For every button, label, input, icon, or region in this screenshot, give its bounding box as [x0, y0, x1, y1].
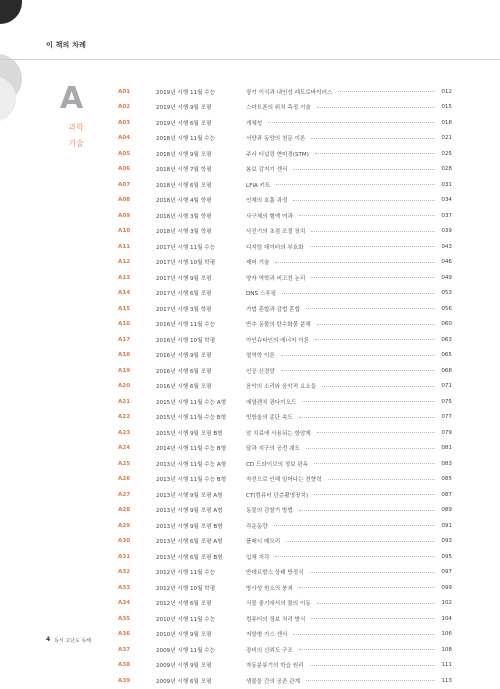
toc-code: A08 [118, 197, 131, 204]
toc-page: 113 [441, 677, 452, 684]
toc-title: 아인슈타인의 에너지 이론 [246, 337, 309, 344]
toc-code: A30 [118, 538, 131, 545]
toc-code: A17 [118, 336, 131, 343]
section-letter: A [60, 81, 84, 116]
toc-title: 반데르발스 상태 방정식 [246, 570, 304, 577]
toc-exam: 2015년 시행 11월 수능 B형 [156, 415, 227, 422]
toc-exam: 2013년 시행 9월 모평 A형 [156, 492, 223, 499]
toc-page: 043 [441, 243, 452, 250]
toc-code: A11 [118, 243, 131, 250]
toc-page: 102 [441, 600, 452, 607]
toc-exam: 2018년 시행 6월 모평 [156, 182, 212, 189]
toc-page: 087 [441, 491, 452, 498]
toc-exam: 2019년 시행 9월 모평 [156, 105, 212, 112]
toc-title: 예열렌치 광다이오드 [246, 399, 297, 406]
toc-row[interactable] [118, 162, 452, 178]
toc-row[interactable] [118, 301, 452, 317]
toc-exam: 2012년 시행 11월 수능 [156, 570, 216, 577]
toc-exam: 2016년 시행 6월 모평 [156, 384, 212, 391]
toc-leader [299, 417, 435, 418]
toc-title: CD 드라이브의 정보 판독 [246, 461, 309, 468]
toc-exam: 2013년 시행 11월 수능 B형 [156, 477, 227, 484]
toc-page: 063 [441, 336, 452, 343]
toc-title: 제어 기술 [246, 260, 270, 267]
toc-leader [306, 680, 435, 681]
toc-row[interactable] [118, 565, 452, 581]
toc-row[interactable] [118, 596, 452, 612]
toc-leader [274, 525, 435, 526]
toc-row[interactable] [118, 673, 452, 689]
toc-title: 컴퓨터의 정보 처리 방식 [246, 616, 306, 623]
toc-title: 장기 이식과 내인성 레트로바이러스 [246, 89, 333, 96]
toc-title: 빗방울의 종단 속도 [246, 415, 293, 422]
toc-title: 스마트폰의 위치 측정 기술 [246, 105, 311, 112]
toc-row[interactable] [118, 208, 452, 224]
toc-page: 037 [441, 212, 452, 219]
toc-code: A20 [118, 383, 131, 390]
toc-code: A33 [118, 584, 131, 591]
toc-leader [311, 277, 435, 278]
toc-code: A21 [118, 398, 131, 405]
toc-page: 083 [441, 460, 452, 467]
toc-exam: 2009년 시행 6월 모평 [156, 678, 212, 685]
toc-code: A18 [118, 352, 131, 359]
footer-page-number: 4 [46, 636, 51, 643]
toc-title: DNS 스푸핑 [246, 291, 277, 298]
toc-code: A39 [118, 677, 131, 684]
toc-page: 081 [441, 445, 452, 452]
toc-page: 104 [441, 615, 452, 622]
toc-leader [299, 587, 435, 588]
toc-code: A03 [118, 119, 131, 126]
page-title: 이 책의 차례 [46, 41, 87, 49]
toc-code: A24 [118, 445, 131, 452]
toc-row[interactable] [118, 503, 452, 519]
toc-row[interactable] [118, 627, 452, 643]
table-of-contents [118, 84, 452, 689]
toc-exam: 2013년 시행 11월 수능 A형 [156, 461, 227, 468]
toc-exam: 2013년 시행 6월 모평 A형 [156, 539, 223, 546]
toc-row[interactable] [118, 193, 452, 209]
toc-code: A14 [118, 290, 131, 297]
toc-row[interactable] [118, 456, 452, 472]
toc-row[interactable] [118, 394, 452, 410]
toc-exam: 2018년 시행 3월 학평 [156, 229, 212, 236]
toc-leader [302, 401, 435, 402]
toc-title: 플래시 메모리 [246, 539, 281, 546]
toc-title: 식물 줄기에서의 물의 이동 [246, 601, 311, 608]
toc-row[interactable] [118, 224, 452, 240]
toc-title: 방사성 원소의 붕괴 [246, 585, 293, 592]
toc-title: 생물들 간의 공존 관계 [246, 678, 300, 685]
toc-title: 사구체의 혈액 여과 [246, 213, 293, 220]
toc-title: 사진기의 초점 조절 장치 [246, 229, 306, 236]
toc-page: 093 [441, 538, 452, 545]
toc-exam: 2012년 시행 10월 학평 [156, 585, 216, 592]
toc-row[interactable] [118, 239, 452, 255]
toc-page: 099 [441, 584, 452, 591]
toc-leader [268, 122, 435, 123]
toc-row[interactable] [118, 255, 452, 271]
toc-title: 자전으로 인해 일어나는 전향력 [246, 477, 322, 484]
toc-leader [299, 215, 435, 216]
toc-row[interactable] [118, 115, 452, 131]
toc-page: 018 [441, 119, 452, 126]
toc-leader [311, 231, 435, 232]
toc-leader [317, 107, 435, 108]
toc-leader [293, 169, 435, 170]
toc-leader [276, 184, 435, 185]
toc-title: 저항형 가스 센서 [246, 632, 288, 639]
toc-code: A05 [118, 150, 131, 157]
toc-title: CT(컴퓨터 단층촬영장치) [246, 492, 309, 499]
toc-code: A31 [118, 553, 131, 560]
toc-exam: 2016년 시행 11월 수능 [156, 322, 216, 329]
toc-page: 089 [441, 507, 452, 514]
toc-title: 개체성 [246, 120, 263, 127]
toc-row[interactable] [118, 379, 452, 395]
toc-title: 동물의 감찰기 방법 [246, 508, 293, 515]
toc-title: LFIA 키트 [246, 182, 271, 189]
toc-leader [306, 308, 435, 309]
toc-exam: 2016년 시행 10월 학평 [156, 337, 216, 344]
toc-code: A16 [118, 321, 131, 328]
toc-page: 077 [441, 414, 452, 421]
toc-page: 079 [441, 429, 452, 436]
toc-page: 012 [441, 88, 452, 95]
toc-leader [310, 246, 435, 247]
decorative-circle-dark [0, 0, 22, 24]
toc-leader [317, 432, 435, 433]
toc-page: 025 [441, 150, 452, 157]
toc-leader [317, 324, 435, 325]
toc-exam: 2018년 시행 11월 수능 [156, 136, 216, 143]
toc-title: 양자 역학과 비고전 논리 [246, 275, 306, 282]
toc-code: A36 [118, 631, 131, 638]
toc-code: A01 [118, 88, 131, 95]
toc-exam: 2009년 시행 11월 수능 [156, 647, 216, 654]
toc-row[interactable] [118, 518, 452, 534]
toc-page: 056 [441, 305, 452, 312]
toc-exam: 2019년 시행 11월 수능 [156, 89, 216, 96]
toc-exam: 2013년 시행 6월 모평 B형 [156, 554, 223, 561]
toc-exam: 2014년 시행 11월 수능 B형 [156, 446, 227, 453]
toc-code: A02 [118, 104, 131, 111]
toc-title: 봄보 감지기 센서 [246, 167, 288, 174]
toc-title: 디지털 데이터의 부호화 [246, 244, 304, 251]
toc-leader [317, 603, 435, 604]
toc-row[interactable] [118, 611, 452, 627]
toc-page: 075 [441, 398, 452, 405]
toc-row[interactable] [118, 146, 452, 162]
toc-exam: 2013년 시행 9월 모평 A형 [156, 508, 223, 515]
toc-row[interactable] [118, 317, 452, 333]
toc-code: A13 [118, 274, 131, 281]
toc-page: 071 [441, 383, 452, 390]
toc-leader [338, 91, 435, 92]
toc-row[interactable] [118, 441, 452, 457]
toc-title: 가법 혼합과 감법 혼합 [246, 306, 300, 313]
toc-exam: 2010년 시행 11월 수능 [156, 616, 216, 623]
toc-leader [281, 370, 435, 371]
toc-leader [299, 510, 435, 511]
toc-page: 085 [441, 476, 452, 483]
toc-leader [282, 293, 435, 294]
toc-row[interactable] [118, 177, 452, 193]
toc-page: 106 [441, 631, 452, 638]
toc-title: 인체의 호흡 과정 [246, 198, 288, 205]
toc-exam: 2018년 시행 9월 모평 [156, 151, 212, 158]
toc-code: A06 [118, 166, 131, 173]
toc-page: 111 [441, 662, 452, 669]
toc-leader [310, 665, 435, 666]
toc-title: 달과 지구의 공전 궤도 [246, 446, 300, 453]
toc-page: 097 [441, 569, 452, 576]
toc-title: 각운동량 [246, 523, 268, 530]
toc-exam: 2016년 시행 6월 모평 [156, 368, 212, 375]
toc-exam: 2017년 시행 10월 학평 [156, 260, 216, 267]
toc-title: 반추 동물의 탄수화물 분해 [246, 322, 311, 329]
toc-leader [286, 541, 435, 542]
toc-row[interactable] [118, 487, 452, 503]
footer-book-title: 독서 고난도 독해 [54, 638, 91, 644]
toc-row[interactable] [118, 363, 452, 379]
toc-page: 091 [441, 522, 452, 529]
toc-exam: 2017년 시행 3월 학평 [156, 306, 212, 313]
toc-code: A07 [118, 181, 131, 188]
toc-page: 053 [441, 290, 452, 297]
toc-row[interactable] [118, 270, 452, 286]
toc-row[interactable] [118, 549, 452, 565]
toc-leader [311, 618, 435, 619]
toc-page: 068 [441, 367, 452, 374]
toc-row[interactable] [118, 472, 452, 488]
section-subtitle [56, 120, 96, 152]
toc-leader [275, 262, 435, 263]
toc-page: 049 [441, 274, 452, 281]
toc-row[interactable] [118, 642, 452, 658]
toc-code: A26 [118, 476, 131, 483]
toc-row[interactable] [118, 580, 452, 596]
toc-leader [310, 572, 435, 573]
toc-page: 028 [441, 166, 452, 173]
toc-page: 039 [441, 228, 452, 235]
toc-exam: 2016년 시행 9월 모평 [156, 353, 212, 360]
toc-title: 자동분류기의 학습 원리 [246, 663, 304, 670]
toc-leader [299, 649, 435, 650]
toc-code: A19 [118, 367, 131, 374]
toc-code: A12 [118, 259, 131, 266]
toc-exam: 2018년 시행 4월 학평 [156, 198, 212, 205]
toc-code: A35 [118, 615, 131, 622]
toc-code: A23 [118, 429, 131, 436]
header-divider [0, 59, 500, 60]
toc-row[interactable] [118, 131, 452, 147]
toc-code: A15 [118, 305, 131, 312]
toc-code: A37 [118, 646, 131, 653]
toc-row[interactable] [118, 100, 452, 116]
toc-leader [293, 200, 435, 201]
toc-title: 장비의 신뢰도 구조 [246, 647, 293, 654]
toc-code: A38 [118, 662, 131, 669]
toc-row[interactable] [118, 348, 452, 364]
toc-page: 031 [441, 181, 452, 188]
toc-leader [314, 463, 435, 464]
toc-title: 주사 터널링 현미경(STM) [246, 151, 309, 158]
toc-row[interactable] [118, 425, 452, 441]
toc-leader [315, 153, 435, 154]
toc-exam: 2018년 시행 7월 학평 [156, 167, 212, 174]
toc-exam: 2017년 시행 9월 모평 [156, 275, 212, 282]
toc-leader [293, 634, 435, 635]
toc-exam: 2015년 시행 9월 모평 B형 [156, 430, 223, 437]
toc-title: 입체 지각 [246, 554, 270, 561]
toc-page: 065 [441, 352, 452, 359]
toc-exam: 2010년 시행 9월 모평 [156, 632, 212, 639]
toc-page: 095 [441, 553, 452, 560]
toc-row[interactable] [118, 286, 452, 302]
toc-code: A27 [118, 491, 131, 498]
toc-row[interactable] [118, 534, 452, 550]
toc-exam: 2015년 시행 11월 수능 A형 [156, 399, 227, 406]
toc-leader [322, 386, 435, 387]
toc-row[interactable] [118, 410, 452, 426]
section-subtitle-line2: 기술 [68, 139, 84, 148]
toc-exam: 2017년 시행 11월 수능 [156, 244, 216, 251]
toc-code: A22 [118, 414, 131, 421]
toc-row[interactable] [118, 84, 452, 100]
toc-code: A10 [118, 228, 131, 235]
toc-title: 서양과 동양의 천문 이론 [246, 136, 306, 143]
toc-code: A09 [118, 212, 131, 219]
toc-row[interactable] [118, 332, 452, 348]
toc-exam: 2018년 시행 3월 학평 [156, 213, 212, 220]
toc-exam: 2017년 시행 6월 모평 [156, 291, 212, 298]
toc-leader [328, 479, 435, 480]
toc-leader [315, 339, 435, 340]
toc-page: 021 [441, 135, 452, 142]
toc-exam: 2013년 시행 9월 모평 B형 [156, 523, 223, 530]
toc-page: 015 [441, 104, 452, 111]
toc-page: 034 [441, 197, 452, 204]
toc-page: 046 [441, 259, 452, 266]
toc-code: A29 [118, 522, 131, 529]
toc-leader [306, 448, 435, 449]
toc-title: 음악의 소리와 음악적 요소들 [246, 384, 317, 391]
toc-code: A04 [118, 135, 131, 142]
toc-code: A34 [118, 600, 131, 607]
toc-leader [281, 355, 435, 356]
toc-code: A28 [118, 507, 131, 514]
toc-leader [275, 556, 435, 557]
section-subtitle-line1: 과학 [68, 123, 84, 132]
toc-page: 060 [441, 321, 452, 328]
toc-code: A25 [118, 460, 131, 467]
toc-title: 암 치료에 사용되는 항암제 [246, 430, 311, 437]
toc-exam: 2012년 시행 6월 모평 [156, 601, 212, 608]
toc-title: 열역학 이론 [246, 353, 275, 360]
toc-exam: 2009년 시행 9월 모평 [156, 663, 212, 670]
toc-title: 인공 신경망 [246, 368, 275, 375]
toc-leader [311, 138, 435, 139]
toc-row[interactable] [118, 658, 452, 674]
toc-exam: 2019년 시행 6월 모평 [156, 120, 212, 127]
toc-code: A32 [118, 569, 131, 576]
toc-page: 108 [441, 646, 452, 653]
toc-leader [314, 494, 435, 495]
